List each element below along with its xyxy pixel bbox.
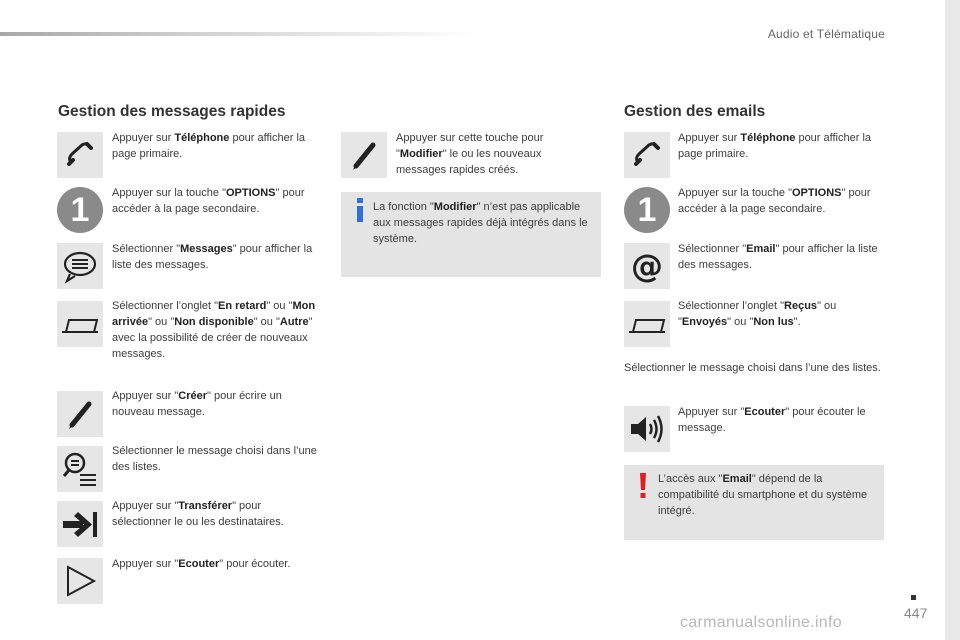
right-step-1-text: Appuyer sur Téléphone pour afficher la page primaire. (678, 132, 872, 160)
info-note-text: La fonction "Modifier" n’est pas applicable aux messages rapides déjà intégrés dans le système. (373, 201, 588, 245)
right-listen-text: Appuyer sur "Ecouter" pour écouter le message. (678, 406, 866, 434)
pencil-icon (57, 391, 103, 437)
watermark: carmanualsonline.info (680, 614, 842, 631)
search-list-icon (57, 446, 103, 492)
left-step-2-text: Appuyer sur la touche "OPTIONS" pour accéder à la page secondaire. (112, 187, 305, 215)
page-header-title: Audio et Télématique (767, 27, 885, 41)
left-step-7-text: Appuyer sur "Transférer" pour sélectionner le ou les destinataires. (112, 500, 284, 528)
footer-dot (911, 595, 916, 600)
at-icon (624, 243, 670, 289)
modify-pencil-icon (341, 132, 387, 178)
right-step-4-text: Sélectionner l’onglet "Reçus" ou "Envoyés" ou "Non lus". (678, 300, 837, 328)
message-list-icon (57, 243, 103, 289)
info-note (341, 192, 601, 277)
right-plain-text: Sélectionner le message choisi dans l’une des listes. (624, 362, 881, 374)
left-step-6-text: Sélectionner le message choisi dans l’une des listes. (112, 445, 317, 473)
warning-icon (637, 471, 649, 501)
speaker-icon (624, 406, 670, 452)
step-one-badge: 1 (57, 187, 103, 233)
middle-step-text: Appuyer sur cette touche pour "Modifier" le ou les nouveaux messages rapides créés. (396, 132, 544, 176)
page-number: 447 (904, 605, 928, 621)
info-icon (354, 196, 366, 224)
tab-icon (57, 301, 103, 347)
left-step-8-text: Appuyer sur "Ecouter" pour écouter. (112, 558, 291, 570)
left-step-4-text: Sélectionner l’onglet "En retard" ou "Mon arrivée" ou "Non disponible" ou "Autre" avec la possibilité de créer de nouveaux messages. (112, 300, 316, 360)
left-section-title: Gestion des messages rapides (58, 103, 286, 120)
warning-note-text: L’accès aux "Email" dépend de la compatibilité du smartphone et du système intégré. (658, 473, 868, 517)
play-icon (57, 558, 103, 604)
phone-icon (57, 132, 103, 178)
right-step-2-text: Appuyer sur la touche "OPTIONS" pour accéder à la page secondaire. (678, 187, 871, 215)
svg-text:@: @ (631, 247, 663, 285)
left-step-3-text: Sélectionner "Messages" pour afficher la liste des messages. (112, 243, 313, 271)
left-step-5-text: Appuyer sur "Créer" pour écrire un nouveau message. (112, 390, 282, 418)
right-step-3-text: Sélectionner "Email" pour afficher la liste des messages. (678, 243, 878, 271)
email-tab-icon (624, 301, 670, 347)
forward-icon (57, 501, 103, 547)
warning-note (624, 465, 884, 540)
left-step-1-text: Appuyer sur Téléphone pour afficher la page primaire. (112, 132, 306, 160)
email-step-one-badge: 1 (624, 187, 670, 233)
header-rule (0, 32, 480, 36)
page-edge-bar (945, 0, 960, 640)
email-phone-icon (624, 132, 670, 178)
right-section-title: Gestion des emails (624, 103, 766, 120)
